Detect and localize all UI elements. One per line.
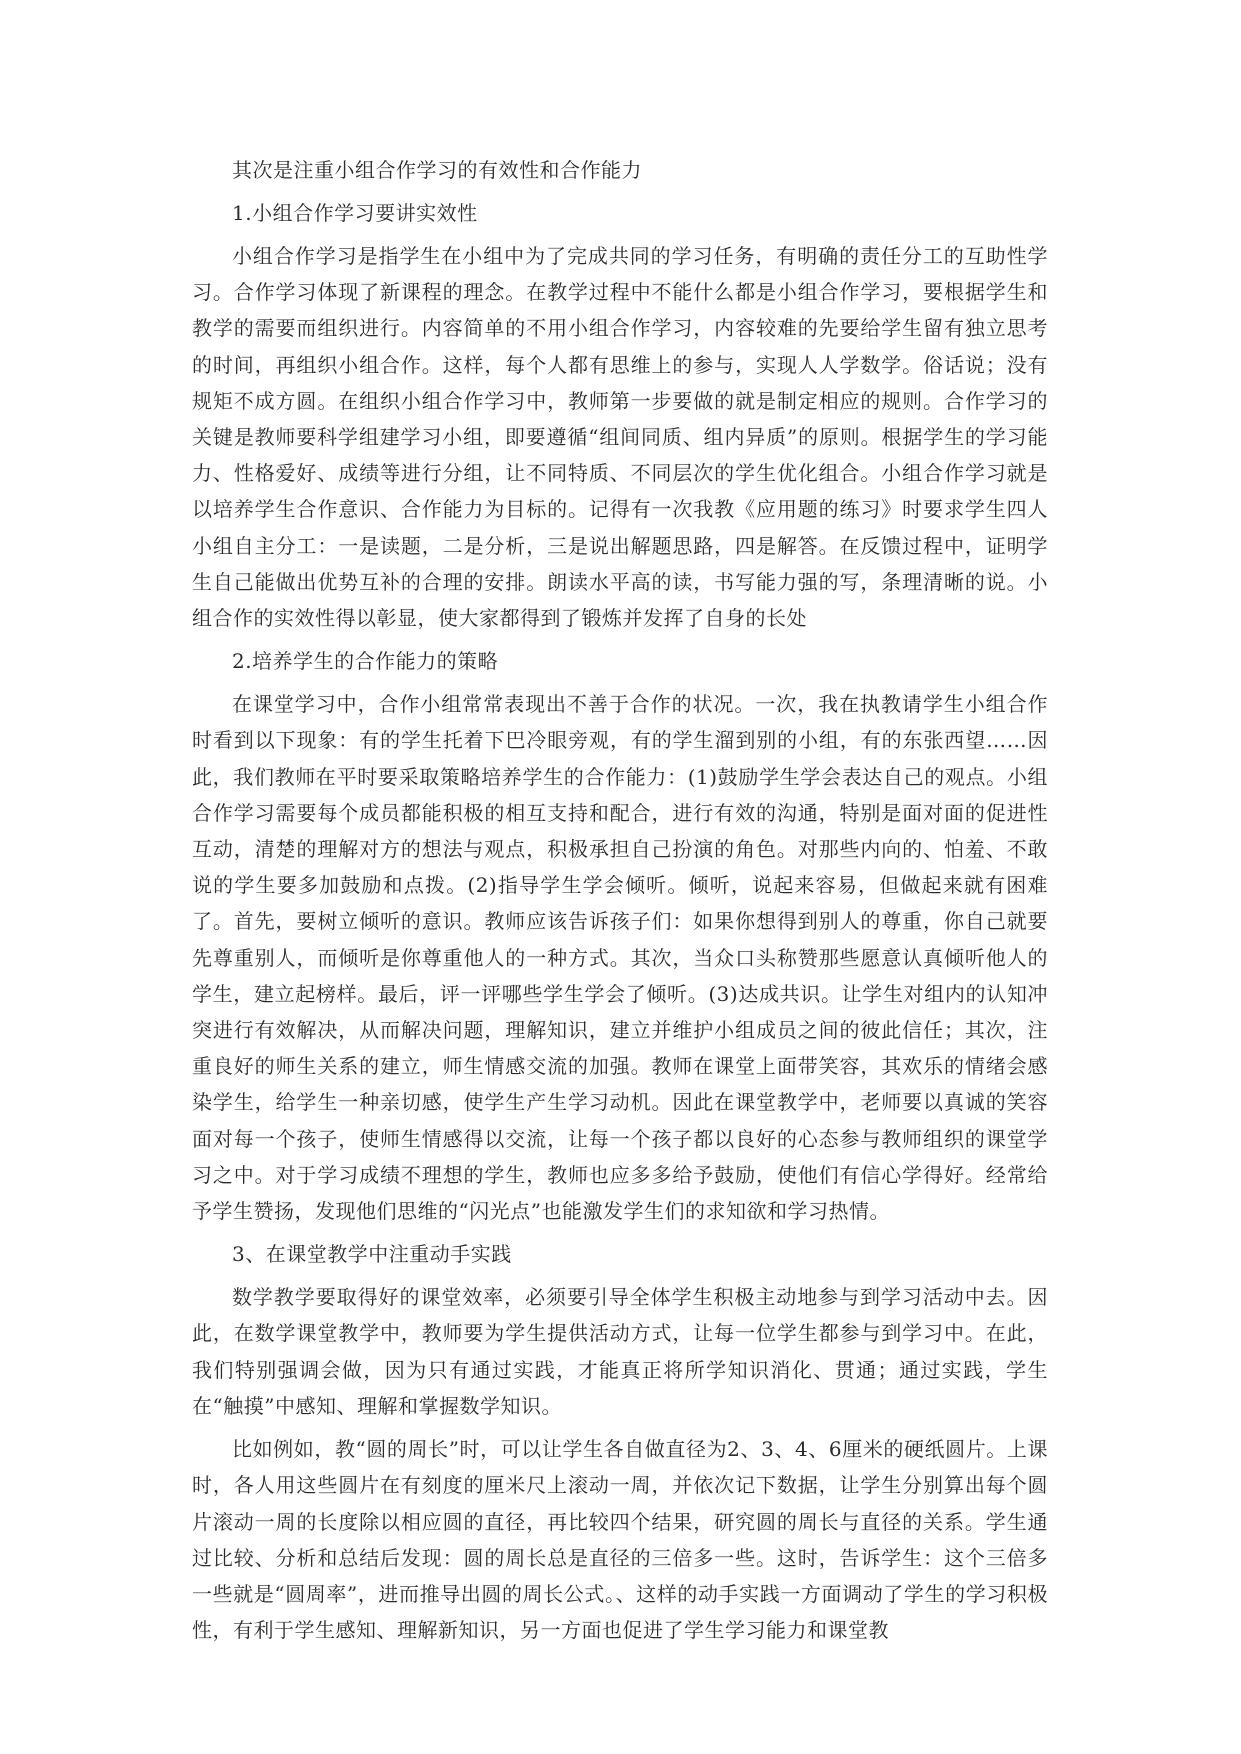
document-page: [192, 152, 1048, 1655]
section-intro-heading: 其次是注重小组合作学习的有效性和合作能力: [232, 158, 642, 182]
paragraph-cooperation-strategy: 在课堂学习中，合作小组常常表现出不善于合作的状况。一次，我在执教请学生小组合作时看到以下现象：有的学生托着下巴冷眼旁观，有的学生溜到别的小组，有的东张西望……因此，我们教师在平时要采取策略培养学生的合作能力：(1)鼓励学生学会表达自己的观点。小组合作学习需要每个成员都能积极的相互支持和配合，进行有效的沟通，特别是面对面的促进性互动，清楚的理解对方的想法与观点，积极承担自己扮演的角色。对那些内向的、怕羞、不敢说的学生要多加鼓励和点拨。(2)指导学生学会倾听。倾听，说起来容易，但做起来就有困难了。首先，要树立倾听的意识。教师应该告诉孩子们：如果你想得到别人的尊重，你自己就要先尊重别人，而倾听是你尊重他人的一种方式。其次，当众口头称赞那些愿意认真倾听他人的学生，建立起榜样。最后，评一评哪些学生学会了倾听。(3)达成共识。让学生对组内的认知冲突进行有效解决，从而解决问题，理解知识，建立并维护小组成员之间的彼此信任；其次，注重良好的师生关系的建立，师生情感交流的加强。教师在课堂上面带笑容，其欢乐的情绪会感染学生，给学生一种亲切感，使学生产生学习动机。因此在课堂教学中，老师要以真诚的笑容面对每一个孩子，使师生情感得以交流，让每一个孩子都以良好的心态参与教师组织的课堂学习之中。对于学习成绩不理想的学生，教师也应多多给予鼓励，使他们有信心学得好。经常给予学生赞扬，发现他们思维的“闪光点”也能激发学生们的求知欲和学习热情。: [192, 692, 1048, 1224]
subsection-3-heading: 3、在课堂教学中注重动手实践: [232, 1242, 512, 1267]
paragraph-circle-example: 比如例如，教“圆的周长”时，可以让学生各自做直径为2、3、4、6厘米的硬纸圆片。上课时，各人用这些圆片在有刻度的厘米尺上滚动一周，并依次记下数据，让学生分别算出每个圆片滚动一周的长度除以相应圆的直径，再比较四个结果，研究圆的周长与直径的关系。学生通过比较、分析和总结后发现：圆的周长总是直径的三倍多一些。这时，告诉学生：这个三倍多一些就是“圆周率”，进而推导出圆的周长公式。、这样的动手实践一方面调动了学生的学习积极性，有利于学生感知、理解新知识，另一方面也促进了学生学习能力和课堂教: [192, 1437, 1048, 1643]
subsection-2-heading: 2.培养学生的合作能力的策略: [232, 649, 499, 674]
subsection-1-heading: 1.小组合作学习要讲实效性: [232, 201, 478, 225]
paragraph-cooperative-learning: 小组合作学习是指学生在小组中为了完成共同的学习任务，有明确的责任分工的互助性学习。合作学习体现了新课程的理念。在教学过程中不能什么都是小组合作学习，要根据学生和教学的需要而组织进行。内容简单的不用小组合作学习，内容较难的先要给学生留有独立思考的时间，再组织小组合作。这样，每个人都有思维上的参与，实现人人学数学。俗话说；没有规矩不成方圆。在组织小组合作学习中，教师第一步要做的就是制定相应的规则。合作学习的关键是教师要科学组建学习小组，即要遵循“组间同质、组内异质”的原则。根据学生的学习能力、性格爱好、成绩等进行分组，让不同特质、不同层次的学生优化组合。小组合作学习就是以培养学生合作意识、合作能力为目标的。记得有一次我教《应用题的练习》时要求学生四人小组自主分工：一是读题，二是分析，三是说出解题思路，四是解答。在反馈过程中，证明学生自己能做出优势互补的合理的安排。朗读水平高的读，书写能力强的写，条理清晰的说。小组合作的实效性得以彰显，使大家都得到了锻炼并发挥了自身的长处: [192, 244, 1048, 631]
paragraph-hands-on-practice: 数学教学要取得好的课堂效率，必须要引导全体学生积极主动地参与到学习活动中去。因此，在数学课堂教学中，教师要为学生提供活动方式，让每一位学生都参与到学习中。在此，我们特别强调会做，因为只有通过实践，才能真正将所学知识消化、贯通；通过实践，学生在“触摸”中感知、理解和掌握数学知识。: [192, 1285, 1048, 1418]
